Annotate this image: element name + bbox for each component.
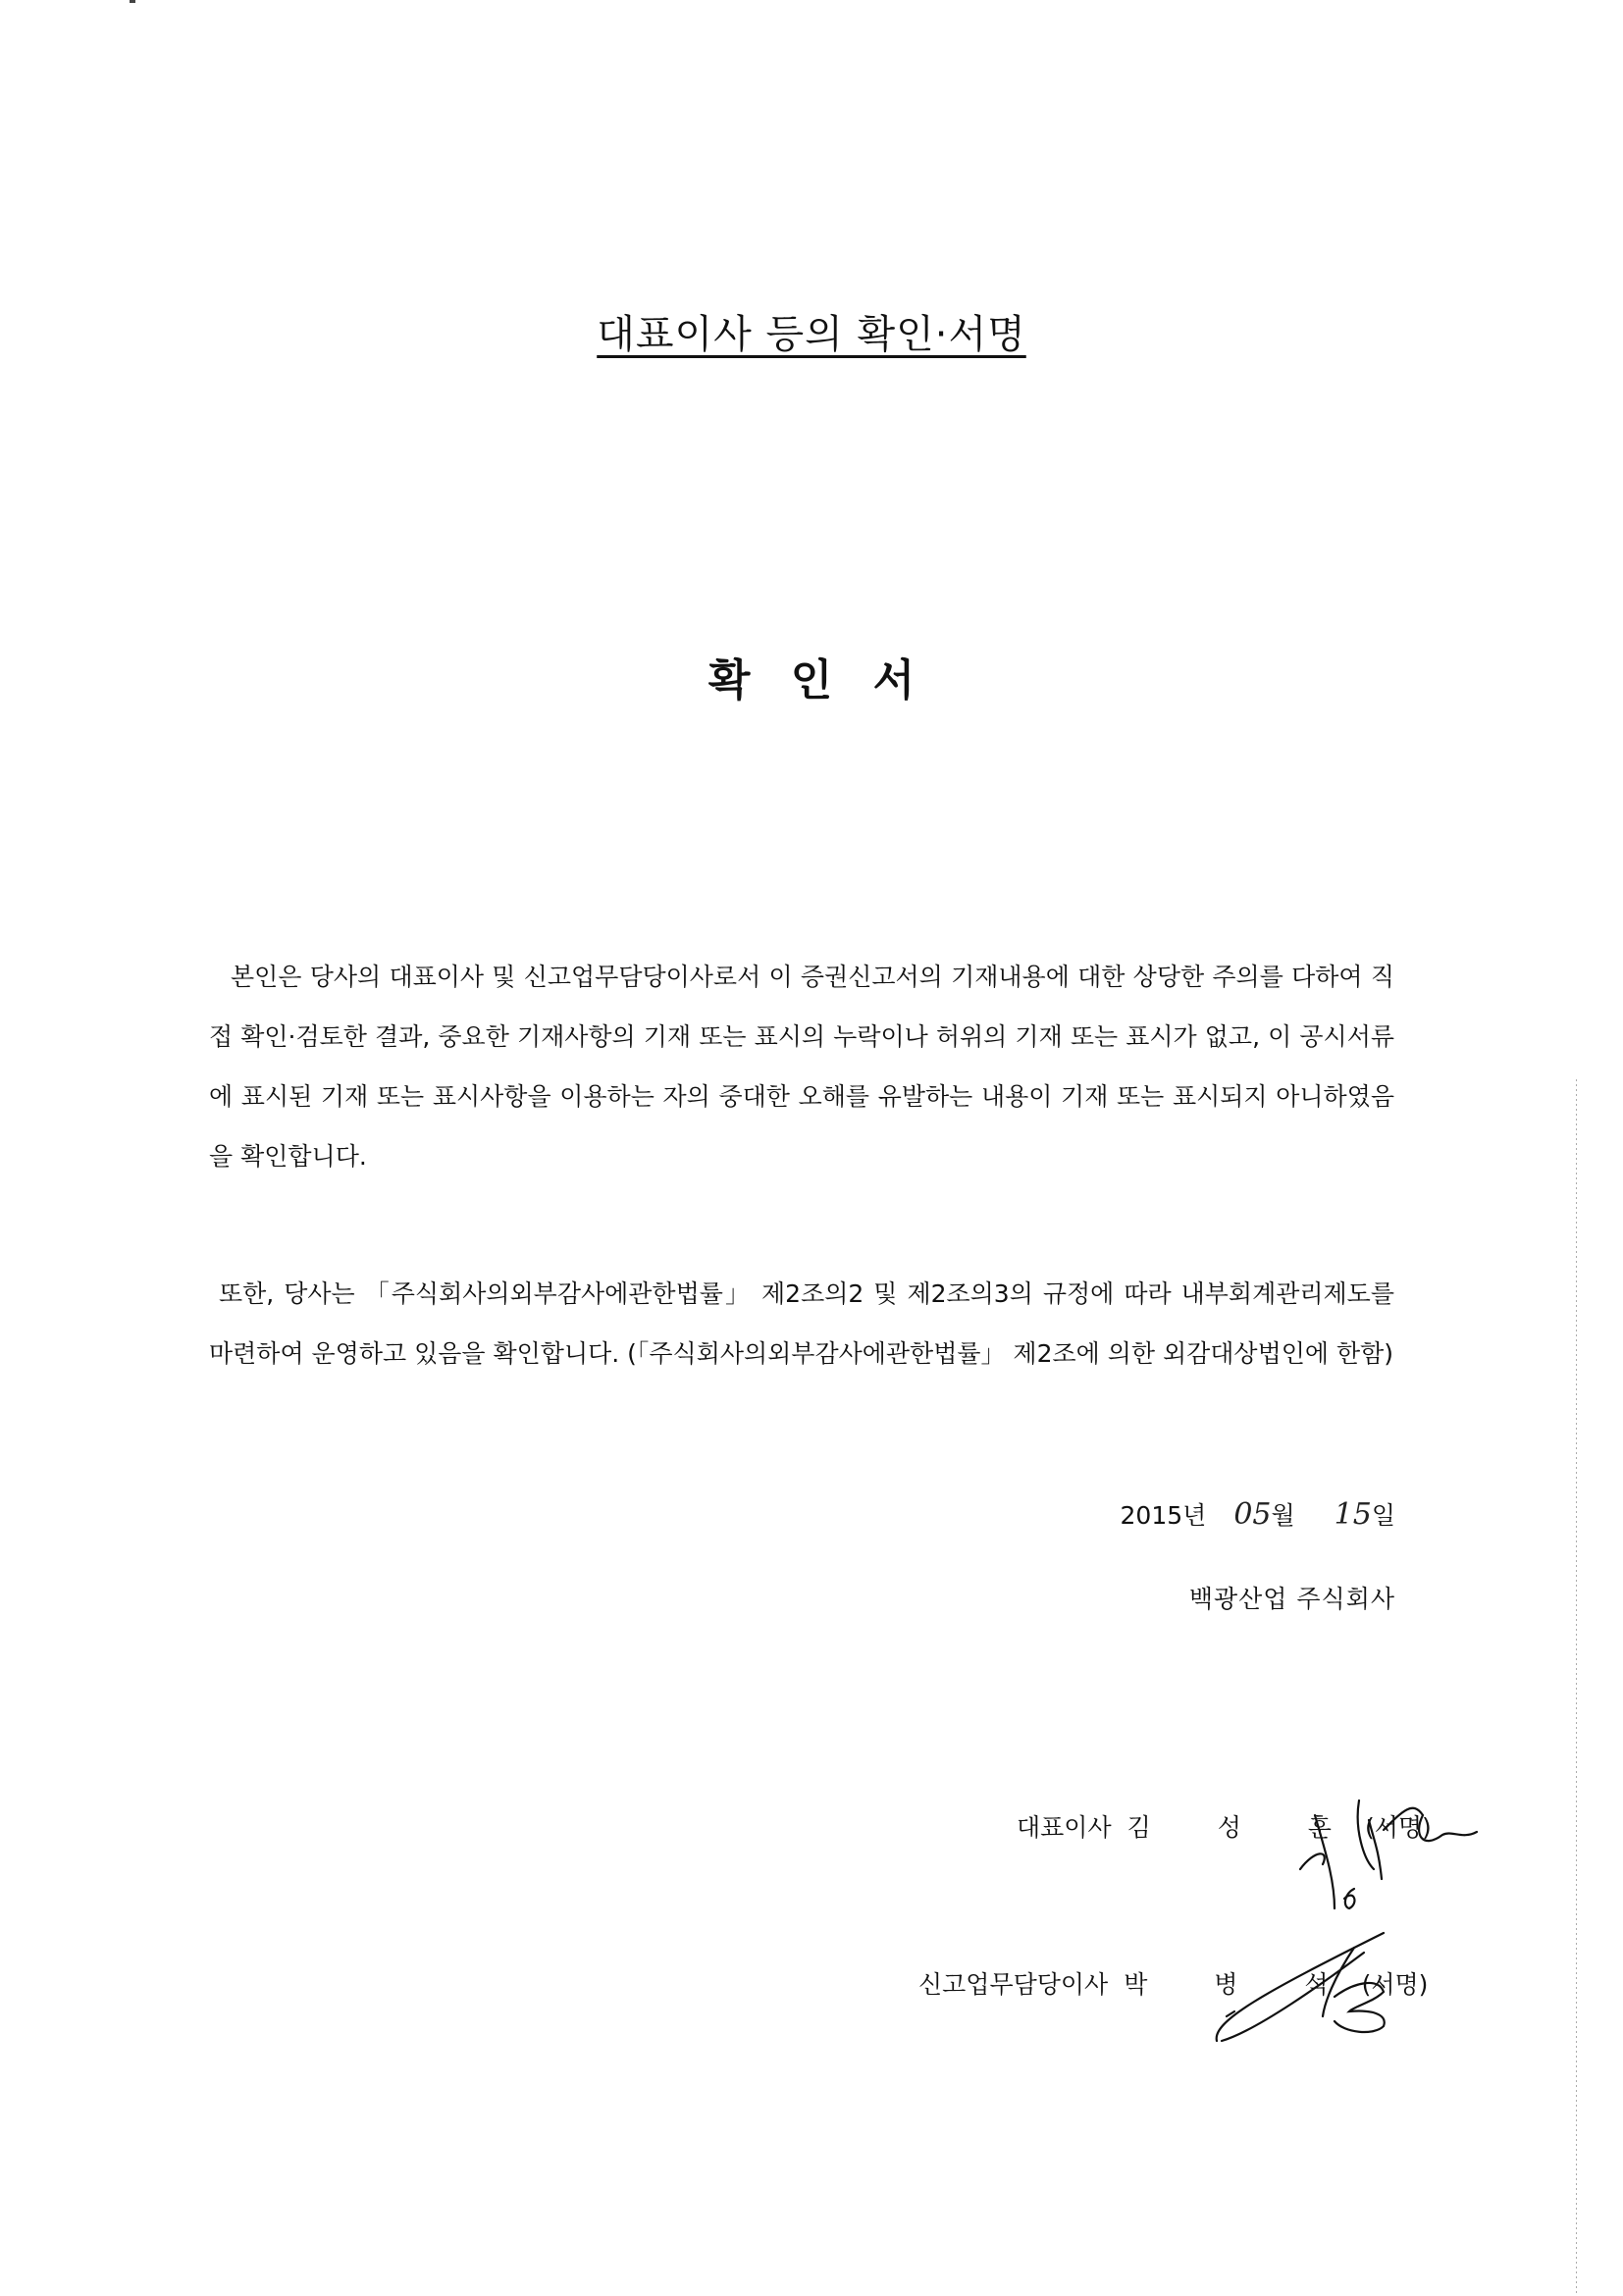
date-line [1121, 1496, 1395, 1532]
date-month-handwritten: 05 [1233, 1497, 1272, 1532]
signer-name: 박 병 석 [1124, 1970, 1358, 1999]
date-day-handwritten: 15 [1334, 1497, 1372, 1532]
date-month-unit: 월 [1271, 1501, 1295, 1530]
sign-label: (서명) [1364, 1813, 1432, 1842]
scan-artifact [130, 0, 135, 3]
company-name: 백광산업 주식회사 [1188, 1585, 1395, 1613]
page-title-text: 대표이사 등의 확인·서명 [597, 311, 1026, 357]
internal-control-paragraph: 또한, 당사는 「주식회사의외부감사에관한법률」 제2조의2 및 제2조의3의 규정에 따라 내부회계관리제도를 마련하여 운영하고 있음을 확인합니다. (「주식회사의외부감사에관한법률」 제2조에 의한 외감대상법인에 한함) [209, 1279, 1394, 1368]
signer-role: 대표이사 [1017, 1813, 1112, 1842]
sign-label: (서명) [1361, 1970, 1429, 1999]
date-year: 2015 [1120, 1501, 1183, 1530]
director-signature-icon [1207, 1923, 1452, 2051]
scan-edge-artifact [1576, 1079, 1577, 2296]
signer-name: 김 성 훈 [1126, 1813, 1361, 1842]
ceo-signature-icon [1276, 1791, 1492, 1918]
document-heading: 확 인 서 [707, 654, 916, 705]
date-year-unit: 년 [1182, 1501, 1207, 1530]
date-day-unit: 일 [1371, 1501, 1395, 1530]
page-title [0, 303, 1623, 359]
confirmation-paragraph: 본인은 당사의 대표이사 및 신고업무담당이사로서 이 증권신고서의 기재내용에 대한 상당한 주의를 다하여 직접 확인·검토한 결과, 중요한 기재사항의 기재 또는 표시의 누락이나 허위의 기재 또는 표시가 없고, 이 공시서류에 표시된 기재 또는 표시사항을 이용하는 자의 중대한 오해를 유발하는 내용이 기재 또는 표시되지 아니하였음을 확인합니다. [209, 963, 1394, 1171]
signer-role: 신고업무담당이사 [918, 1970, 1109, 1999]
